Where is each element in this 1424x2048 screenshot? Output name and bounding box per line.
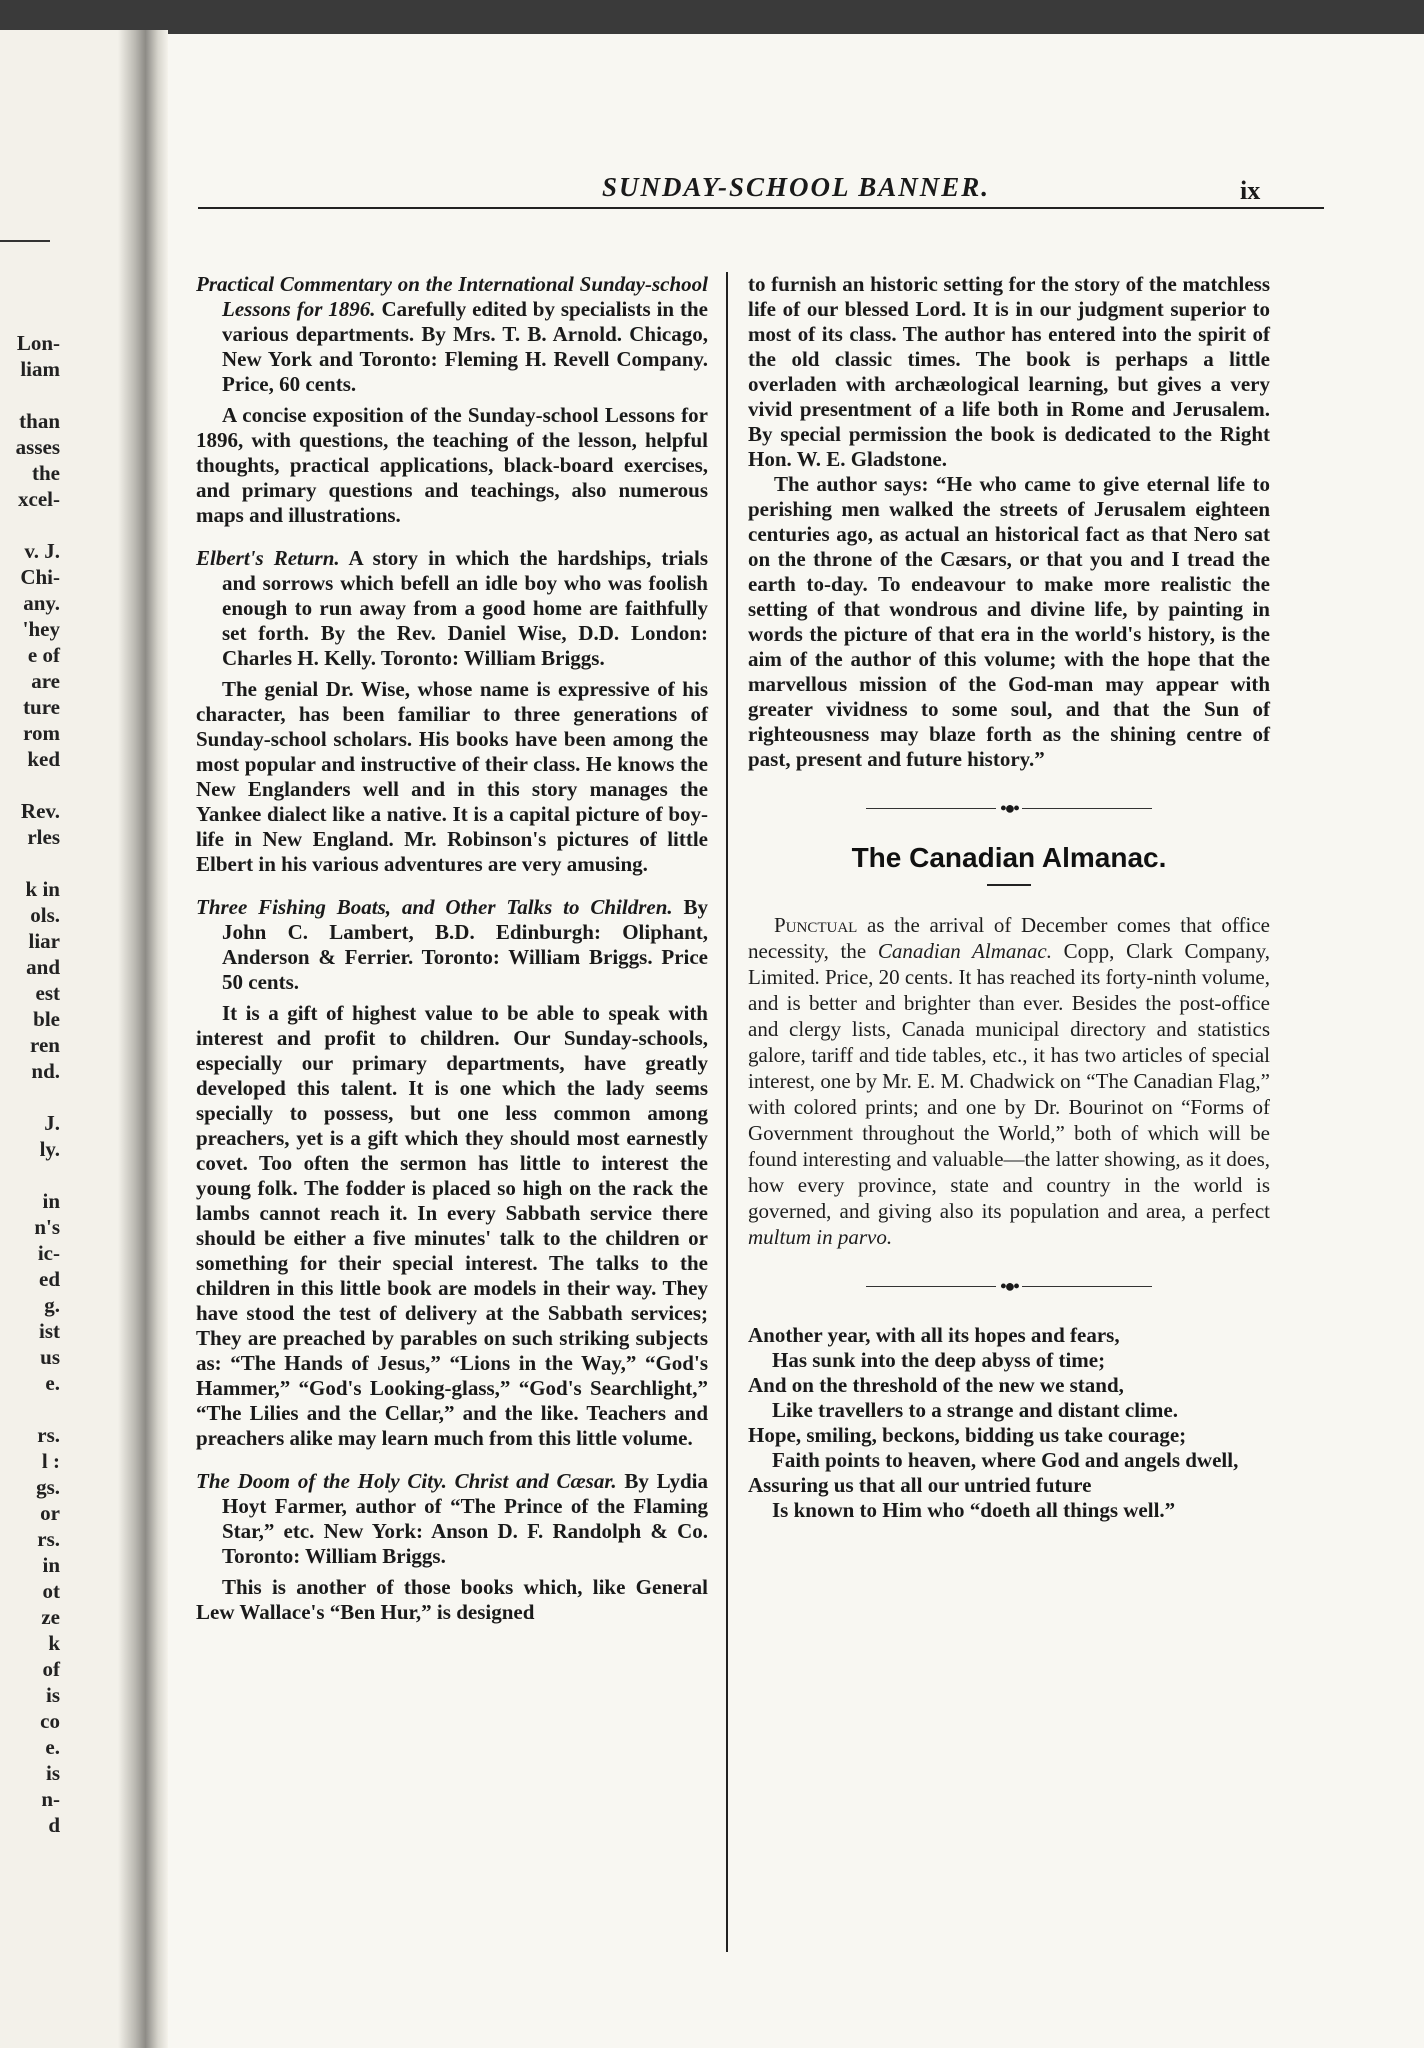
left-page-fragment: are (31, 669, 60, 693)
poem-line: Has sunk into the deep abyss of time; (772, 1348, 1106, 1372)
left-page-fragment: l : (41, 1449, 60, 1473)
book-title: Three Fishing Boats, and Other Talks to Children. (196, 895, 673, 919)
left-page-fragment: xcel- (18, 487, 60, 511)
left-page-fragment: Chi- (20, 565, 60, 589)
left-page-fragment: ly. (39, 1137, 60, 1161)
left-page-fragment: est (35, 981, 60, 1005)
poem-line: Is known to Him who “doeth all things well.” (772, 1498, 1176, 1522)
book-title: Practical Commentary on the International Sunday-school Lessons for 1896. (196, 272, 708, 321)
almanac-notice: Punctual as the arrival of December comes that office necessity, the Canadian Almanac. Copp, Clark Company, Limited. Price, 20 cents. It has reached its forty-ninth volume, and is better and brighter than ever. Besides the post-office and clergy lists, Canada municipal directory and statistics galore, tariff and tide tables, etc., it has two articles of special interest, one by Mr. E. M. Chadwick on “The Canadian Flag,” with colored prints; and one by Dr. Bourinot on “Forms of Government throughout the World,” both of which will be found interesting and valuable—the latter showing, as it does, how every province, state and country in the world is governed, and giving also its population and area, a perfect multum in parvo. (748, 913, 1270, 1249)
left-page-fragment: v. J. (24, 539, 60, 563)
poem (748, 1323, 1270, 1523)
book-details: By Lydia Hoyt Farmer, author of “The Prince of the Flaming Star,” etc. New York: Anson D. F. Randolph & Co. Toronto: William Briggs. (222, 1469, 709, 1568)
left-page-fragment: co (40, 1709, 60, 1733)
left-page-fragment (0, 1396, 60, 1422)
left-page-fragment: ble (33, 1007, 60, 1031)
book-details: A story in which the hardships, trials and sorrows which befell an idle boy who was foolish enough to run away from a good home are faithfully set forth. By the Rev. Daniel Wise, D.D. London: Charles H. Kelly. Toronto: William Briggs. (222, 546, 708, 670)
review-entry-heading (196, 1469, 708, 1569)
left-page-fragment: Lon- (16, 331, 60, 355)
review-body: A concise exposition of the Sunday-school Lessons for 1896, with questions, the teaching of the lesson, helpful thoughts, practical applications, black-board exercises, and primary questions and teachings, also numerous maps and illustrations. (196, 403, 708, 527)
left-page-fragment: rom (23, 721, 60, 745)
running-title: SUNDAY-SCHOOL BANNER. (601, 172, 991, 202)
left-page-fragment: Rev. (20, 799, 60, 823)
page-header (168, 172, 1424, 232)
review-entry-heading (196, 546, 708, 671)
left-page-fragment: us (40, 1345, 60, 1369)
left-page-fragment: e. (45, 1371, 60, 1395)
left-page-fragment: 'hey (22, 617, 60, 641)
left-page-fragment: n- (41, 1787, 60, 1811)
left-page-fragment: e of (27, 643, 60, 667)
left-page-fragment: ed (39, 1267, 60, 1291)
left-page-fragment: k in (25, 877, 60, 901)
poem-line: Another year, with all its hopes and fears, (748, 1323, 1120, 1347)
left-page-fragment: is (45, 1683, 60, 1707)
section-title: The Canadian Almanac. (851, 842, 1167, 873)
latin-phrase: multum in parvo. (748, 1225, 893, 1249)
left-page-fragment: ic- (37, 1241, 60, 1265)
left-page-fragment: rles (27, 825, 60, 849)
left-page-fragment (0, 850, 60, 876)
left-page-fragment: is (45, 1761, 60, 1785)
header-rule (198, 207, 1324, 209)
left-page-fragment: d (48, 1813, 60, 1837)
left-page-fragment: n's (34, 1215, 60, 1239)
review-body: The genial Dr. Wise, whose name is expressive of his character, has been familiar to three generations of Sunday-school scholars. His books have been among the most popular and instructive of their class. He knows the New Englanders well and in this story manages the Yankee dialect like a native. It is a capital picture of boy-life in New England. Mr. Robinson's pictures of little Elbert in his various adventures are very amusing. (196, 677, 708, 876)
left-page-fragment: ist (39, 1319, 60, 1343)
poem-line: And on the threshold of the new we stand, (748, 1373, 1124, 1397)
left-page-fragment: than (19, 409, 60, 433)
right-column (748, 272, 1270, 1523)
review-entry-heading (196, 895, 708, 995)
left-page-fragment: liar (28, 929, 60, 953)
review-continuation: to furnish an historic setting for the story of the matchless life of our blessed Lord. It is in our judgment superior to most of its class. The author has entered into the spirit of the old classic times. The book is perhaps a little overladen with archæological learning, but gives a very vivid presentment of a life both in Rome and Jerusalem. By special permission the book is dedicated to the Right Hon. W. E. Gladstone. (748, 272, 1270, 471)
page (168, 34, 1424, 2048)
poem-line: Hope, smiling, beckons, bidding us take courage; (748, 1423, 1187, 1447)
left-page-fragment: ols. (30, 903, 60, 927)
left-page-rule (0, 240, 50, 242)
author-quote: The author says: “He who came to give eternal life to perishing men walked the streets of Jerusalem eighteen centuries ago, as actual an historical fact as that Nero sat on the throne of the Cæsars, or that you and I tread the earth to-day. To endeavour to make more realistic the setting of that wondrous and divine life, by painting in words the picture of that era in the world's history, is the aim of the author of this volume; with the hope that the marvellous mission of the God-man may appear with greater vividness to some soul, and that the Sun of righteousness may blaze forth as the shining centre of past, present and future history.” (748, 472, 1270, 771)
left-page-fragment: rs. (37, 1527, 60, 1551)
left-page-fragment: ked (27, 747, 60, 771)
left-page-fragment: ot (42, 1579, 60, 1603)
review-body: It is a gift of highest value to be able to speak with interest and profit to children. Our Sunday-schools, especially our primary departments, have greatly developed this talent. It is one which the lady seems specially to possess, but one less common among preachers, yet is a gift which they should most earnestly covet. Too often the sermon has little to interest the young folk. The fodder is placed so high on the rack the lambs cannot reach it. In every Sabbath service there should be either a five minutes' talk to the children or something for their special interest. The talks to the children in this little book are models in their way. They have stood the test of delivery at the Sabbath services; They are preached by parables on such striking subjects as: “The Hands of Jesus,” “Lions in the Way,” “God's Hammer,” “God's Looking-glass,” “God's Searchlight,” “The Lilies and the Cellar,” and the like. Teachers and preachers alike may learn much from this little volume. (196, 1001, 708, 1450)
ornament-divider: •●• (748, 1274, 1270, 1299)
left-page-text-fragments (0, 330, 60, 1838)
left-page-fragment: asses (15, 435, 60, 459)
book-title: Elbert's Return. (196, 546, 340, 570)
almanac-name: Canadian Almanac. (877, 939, 1052, 963)
left-page-fragment: J. (44, 1111, 60, 1135)
column-divider (726, 272, 728, 1952)
page-number: ix (1240, 176, 1261, 205)
left-page-fragment (0, 512, 60, 538)
left-page-fragment (0, 1162, 60, 1188)
poem-line: Like travellers to a strange and distant clime. (772, 1398, 1178, 1422)
book-title: The Doom of the Holy City. Christ and Cæsar. (196, 1469, 617, 1493)
left-page-fragment (0, 382, 60, 408)
poem-line: Assuring us that all our untried future (748, 1473, 1092, 1497)
left-page-fragment: in (42, 1553, 60, 1577)
book-details: By John C. Lambert, B.D. Edinburgh: Oliphant, Anderson & Ferrier. Toronto: William Briggs. Price 50 cents. (222, 895, 708, 994)
book-gutter (118, 30, 168, 2048)
left-page-fragment: in (42, 1189, 60, 1213)
left-page-fragment: rs. (37, 1423, 60, 1447)
left-page-fragment (0, 1084, 60, 1110)
title-rule (987, 884, 1031, 886)
left-page-fragment: k (48, 1631, 60, 1655)
left-page-fragment: and (26, 955, 60, 979)
book-details: Carefully edited by specialists in the various departments. By Mrs. T. B. Arnold. Chicago, New York and Toronto: Fleming H. Revell Company. Price, 60 cents. (222, 297, 708, 396)
left-page-fragment: gs. (36, 1475, 60, 1499)
left-page-fragment: any. (23, 591, 60, 615)
poem-line: Faith points to heaven, where God and angels dwell, (772, 1448, 1239, 1472)
left-page-fragment: liam (20, 357, 60, 381)
left-page-fragment: nd. (31, 1059, 60, 1083)
ornament-divider: •●• (748, 796, 1270, 821)
left-page-fragment: the (32, 461, 60, 485)
left-page-fragment: e. (45, 1735, 60, 1759)
lead-word: Punctual (774, 913, 858, 937)
left-page-fragment: g. (44, 1293, 60, 1317)
review-body: This is another of those books which, like General Lew Wallace's “Ben Hur,” is designed (196, 1575, 708, 1624)
left-page-fragment: ze (41, 1605, 60, 1629)
review-entry-heading (196, 272, 708, 397)
left-page-fragment: or (40, 1501, 60, 1525)
left-page-fragment (0, 772, 60, 798)
left-column (196, 272, 708, 1625)
left-page-fragment: ture (23, 695, 60, 719)
left-page-fragment: of (42, 1657, 60, 1681)
left-page-fragment: ren (30, 1033, 60, 1057)
